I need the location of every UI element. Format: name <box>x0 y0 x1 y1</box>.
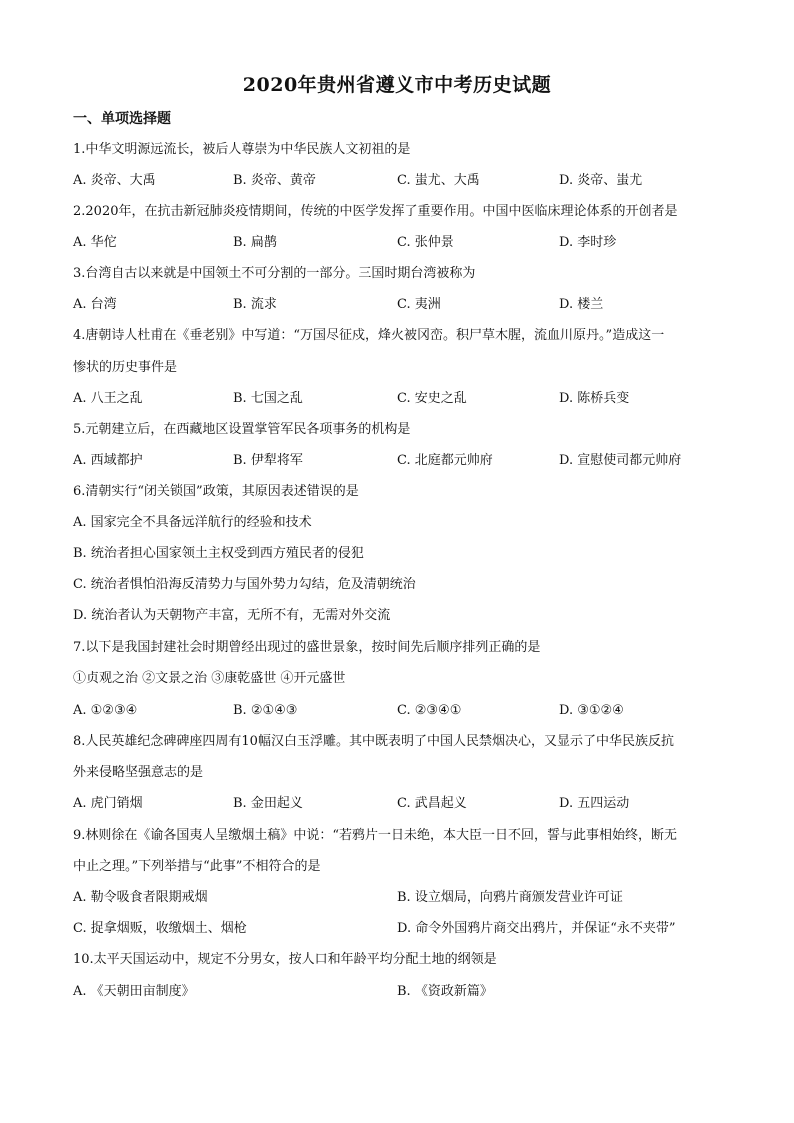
q3-option-c: C. 夷洲 <box>397 297 441 312</box>
q7-option-b: B. ②①④③ <box>233 703 298 718</box>
question-10-stem: 10.太平天国运动中，规定不分男女，按人口和年龄平均分配土地的纲领是 <box>73 952 497 967</box>
q1-option-b: B. 炎帝、黄帝 <box>233 173 316 188</box>
q1-option-d: D. 炎帝、蚩尤 <box>559 173 643 188</box>
question-7-stem: 7.以下是我国封建社会时期曾经出现过的盛世景象，按时间先后顺序排列正确的是 <box>73 640 541 655</box>
question-3-options <box>73 296 733 314</box>
q2-option-b: B. 扁鹊 <box>233 235 277 250</box>
question-5-options <box>73 452 733 470</box>
q5-option-a: A. 西域都护 <box>73 453 143 468</box>
q10-option-a: A. 《天朝田亩制度》 <box>73 984 195 999</box>
q4-option-b: B. 七国之乱 <box>233 391 303 406</box>
q3-option-a: A. 台湾 <box>73 297 117 312</box>
q5-option-c: C. 北庭都元帅府 <box>397 453 493 468</box>
q2-option-a: A. 华佗 <box>73 235 117 250</box>
q6-option-d: D. 统治者认为天朝物产丰富，无所不有，无需对外交流 <box>73 608 391 623</box>
question-8-stem: 8.人民英雄纪念碑碑座四周有10幅汉白玉浮雕。其中既表明了中国人民禁烟决心，又显示了中华民族反抗 <box>73 734 674 749</box>
q4-option-a: A. 八王之乱 <box>73 391 143 406</box>
question-4-options <box>73 390 733 408</box>
question-9-options-row1 <box>73 889 733 907</box>
q9-option-b: B. 设立烟局，向鸦片商颁发营业许可证 <box>397 890 623 905</box>
q6-option-c: C. 统治者惧怕沿海反清势力与国外势力勾结，危及清朝统治 <box>73 577 416 592</box>
question-4-stem-cont: 惨状的历史事件是 <box>73 360 178 375</box>
q7-option-a: A. ①②③④ <box>73 703 138 718</box>
question-8-options <box>73 795 733 813</box>
question-10-options <box>73 983 733 1001</box>
question-2-stem: 2.2020年，在抗击新冠肺炎疫情期间，传统的中医学发挥了重要作用。中国中医临床理论体系的开创者是 <box>73 204 678 219</box>
q4-option-d: D. 陈桥兵变 <box>559 391 630 406</box>
q9-option-d: D. 命令外国鸦片商交出鸦片，并保证“永不夹带” <box>397 921 676 936</box>
q7-option-d: D. ③①②④ <box>559 703 624 718</box>
question-3-stem: 3.台湾自古以来就是中国领土不可分割的一部分。三国时期台湾被称为 <box>73 266 476 281</box>
q1-option-a: A. 炎帝、大禹 <box>73 173 156 188</box>
question-7-options <box>73 702 733 720</box>
question-9-stem-cont: 中止之理。”下列举措与“此事”不相符合的是 <box>73 859 321 874</box>
q9-option-a: A. 勒令吸食者限期戒烟 <box>73 890 208 905</box>
question-2-options <box>73 234 733 252</box>
q8-option-d: D. 五四运动 <box>559 796 630 811</box>
q8-option-a: A. 虎门销烟 <box>73 796 143 811</box>
q5-option-b: B. 伊犁将军 <box>233 453 303 468</box>
question-4-stem: 4.唐朝诗人杜甫在《垂老别》中写道：“万国尽征戍，烽火被冈峦。积尸草木腥，流血川原丹。”造成这一 <box>73 328 665 343</box>
q3-option-d: D. 楼兰 <box>559 297 604 312</box>
question-8-stem-cont: 外来侵略坚强意志的是 <box>73 765 204 780</box>
question-1-stem: 1.中华文明源远流长，被后人尊崇为中华民族人文初祖的是 <box>73 142 411 157</box>
question-9-stem: 9.林则徐在《谕各国夷人呈缴烟土稿》中说：“若鸦片一日未绝，本大臣一日不回，誓与此事相始终，断无 <box>73 828 678 843</box>
q3-option-b: B. 流求 <box>233 297 277 312</box>
q7-option-c: C. ②③④① <box>397 703 462 718</box>
q5-option-d: D. 宣慰使司都元帅府 <box>559 453 682 468</box>
q1-option-c: C. 蚩尤、大禹 <box>397 173 480 188</box>
q8-option-b: B. 金田起义 <box>233 796 303 811</box>
page-title: 2020年贵州省遵义市中考历史试题 <box>242 74 552 96</box>
q8-option-c: C. 武昌起义 <box>397 796 467 811</box>
question-5-stem: 5.元朝建立后，在西藏地区设置掌管军民各项事务的机构是 <box>73 422 411 437</box>
q2-option-d: D. 李时珍 <box>559 235 617 250</box>
q6-option-a: A. 国家完全不具备远洋航行的经验和技术 <box>73 515 312 530</box>
question-1-options <box>73 172 733 190</box>
question-6-stem: 6.清朝实行“闭关锁国”政策，其原因表述错误的是 <box>73 484 359 499</box>
q10-option-b: B. 《资政新篇》 <box>397 984 493 999</box>
question-9-options-row2 <box>73 920 733 938</box>
q2-option-c: C. 张仲景 <box>397 235 454 250</box>
section-heading: 一、单项选择题 <box>73 111 171 127</box>
q9-option-c: C. 捉拿烟贩，收缴烟土、烟枪 <box>73 921 247 936</box>
question-7-items: ①贞观之治 ②文景之治 ③康乾盛世 ④开元盛世 <box>73 671 346 686</box>
q4-option-c: C. 安史之乱 <box>397 391 467 406</box>
q6-option-b: B. 统治者担心国家领土主权受到西方殖民者的侵犯 <box>73 546 364 561</box>
